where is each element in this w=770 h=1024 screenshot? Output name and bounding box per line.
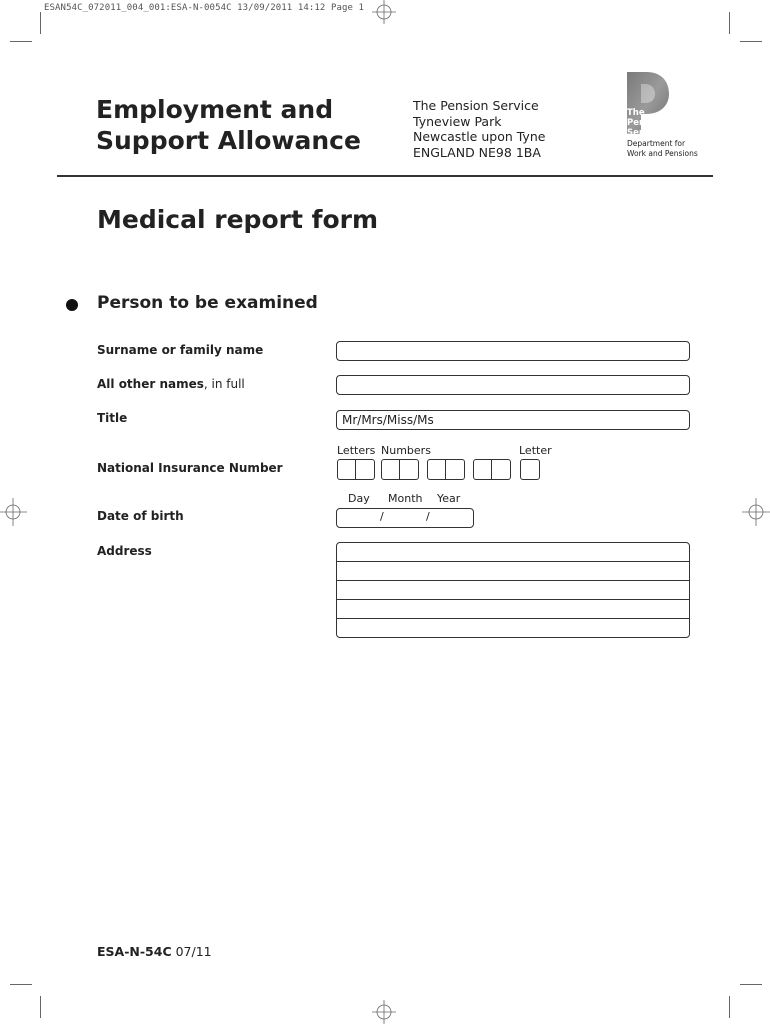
ni-numbers-boxes-3[interactable] [473,459,511,480]
form-title: Medical report form [97,205,379,234]
ni-letter-caption: Letter [519,444,552,457]
dob-separator-2: / [426,510,430,523]
dob-separator-1: / [380,510,384,523]
dept-line-1: Department for [627,139,686,148]
ni-numbers-boxes-1[interactable] [381,459,419,480]
dob-year-caption: Year [437,492,461,505]
ni-numbers-caption: Numbers [381,444,431,457]
form-date: 07/11 [171,944,212,959]
address-field[interactable] [336,542,690,638]
logo-line-2: Pension [627,118,665,128]
section-bullet-icon [66,299,78,311]
logo-wordmark [627,108,665,138]
ni-final-letter-box[interactable] [520,459,540,480]
dob-month-caption: Month [388,492,423,505]
ni-letters-boxes[interactable] [337,459,375,480]
surname-label: Surname or family name [97,343,264,357]
logo-line-3: Service [627,128,663,138]
surname-field[interactable] [336,341,690,361]
department-name [627,139,698,159]
dob-label: Date of birth [97,509,184,523]
title-label: Title [97,411,128,425]
logo-line-1: The [627,108,645,118]
title-field-value: Mr/Mrs/Miss/Ms [342,413,434,427]
address-line-1: The Pension Service [413,98,539,113]
address-line-3: Newcastle upon Tyne [413,129,546,144]
address-line-4: ENGLAND NE98 1BA [413,144,541,160]
title-line-1: Employment and [96,95,334,124]
dob-field[interactable] [336,508,474,528]
return-address [413,98,545,160]
section-heading: Person to be examined [97,293,318,313]
ni-label: National Insurance Number [97,461,283,475]
form-code: ESA-N-54C [97,944,172,959]
other-names-field[interactable] [336,375,690,395]
other-names-label-main: All other names [97,377,204,391]
dept-line-2: Work and Pensions [627,149,698,158]
form-reference [97,944,212,959]
title-line-2: Support Allowance [96,126,361,155]
other-names-label-suffix: , in full [203,377,245,391]
other-names-label [97,377,245,391]
printer-slug: ESAN54C_072011_004_001:ESA-N-0054C 13/09/2011 14:12 Page 1 [44,3,365,13]
ni-numbers-boxes-2[interactable] [427,459,465,480]
address-label: Address [97,544,152,558]
ni-letters-caption: Letters [337,444,376,457]
title-field[interactable] [336,410,690,430]
document-title [96,94,361,156]
dob-day-caption: Day [348,492,370,505]
address-line-2: Tyneview Park [413,113,502,129]
header-rule [57,175,713,177]
